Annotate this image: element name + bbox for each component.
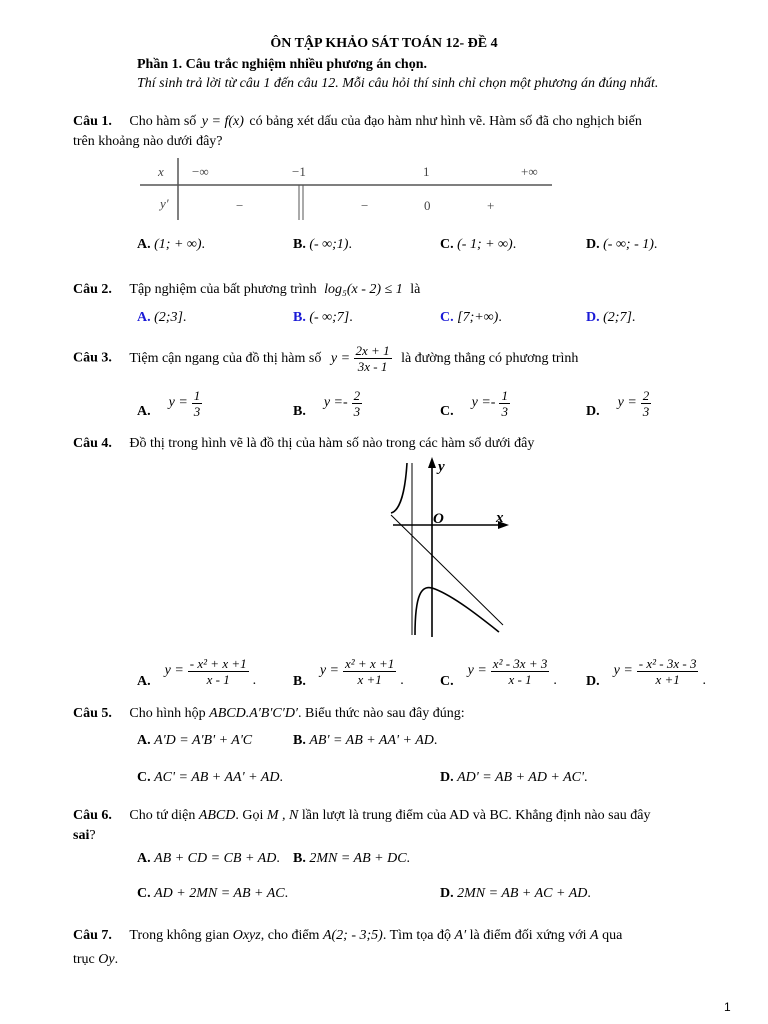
option-label: D. xyxy=(440,886,454,901)
option-label: B. xyxy=(293,851,306,866)
fraction xyxy=(637,656,699,687)
question-text: . xyxy=(114,952,119,967)
function-graph xyxy=(385,455,515,640)
question-text: là đường thẳng có phương trình xyxy=(401,350,579,366)
option-value: AB + CD = CB + AD xyxy=(154,851,277,866)
option-d[interactable]: D. AD' = AB + AD + AC'. xyxy=(440,770,588,785)
option-label: D. xyxy=(586,237,600,252)
table-row-label-x: x xyxy=(158,164,164,179)
fraction xyxy=(354,343,392,374)
option-label: B. xyxy=(293,310,306,325)
table-sign: − xyxy=(361,198,369,213)
option-a[interactable] xyxy=(137,386,202,420)
option-label: D. xyxy=(586,404,600,419)
option-c[interactable]: C. AC' = AB + AA' + AD. xyxy=(137,770,283,785)
origin-label: O xyxy=(433,511,444,527)
option-a[interactable]: A. (2;3]. xyxy=(137,310,187,325)
question-text: ? xyxy=(89,828,96,843)
option-label: A. xyxy=(137,404,151,419)
fraction-denominator: 3x - 1 xyxy=(357,359,388,374)
sign-table xyxy=(140,158,555,224)
fraction-denominator: 3 xyxy=(642,403,650,419)
question-text: có bảng xét dấu của đạo hàm như hình vẽ. Hàm số đã cho nghịch biến xyxy=(249,114,642,129)
question-text: là điểm đối xứng với xyxy=(469,928,587,943)
option-label: C. xyxy=(440,237,454,252)
question-label: Câu 7. xyxy=(73,928,112,943)
option-label: A. xyxy=(137,733,151,748)
fraction-numerator: 1 xyxy=(193,387,201,403)
option-b[interactable]: B. (- ∞;1). xyxy=(293,237,352,252)
question-label: Câu 6. xyxy=(73,808,112,823)
option-value: AD + 2MN = AB + AC xyxy=(154,886,285,901)
option-d[interactable]: D. (- ∞; - 1). xyxy=(586,237,658,252)
fraction-numerator: - x² + x +1 xyxy=(189,655,247,671)
question-7 xyxy=(73,928,622,944)
question-text: Đồ thị trong hình vẽ là đồ thị của hàm số nào trong các hàm số dưới đây xyxy=(129,436,535,451)
math-expression: M , N xyxy=(266,808,299,823)
question-text xyxy=(73,828,96,844)
option-value: 2MN = AB + AC + AD xyxy=(457,886,588,901)
option-lhs: y = xyxy=(319,663,340,678)
math-expression: A′ xyxy=(454,928,467,943)
question-4 xyxy=(73,436,534,452)
option-value: A'D = A'B' + A'C xyxy=(154,733,253,748)
option-c[interactable]: C. [7;+∞). xyxy=(440,310,502,325)
option-label: D. xyxy=(440,770,454,785)
option-label: A. xyxy=(137,237,151,252)
fraction-denominator: x +1 xyxy=(357,671,382,687)
math-expression: ABCD xyxy=(198,808,236,823)
question-text: Cho hình hộp xyxy=(129,706,206,721)
axis-label-x: x xyxy=(496,510,504,526)
option-label: C. xyxy=(440,404,454,419)
fraction-numerator: x² - 3x + 3 xyxy=(492,655,548,671)
option-a[interactable]: A. (1; + ∞). xyxy=(137,237,206,252)
option-a[interactable] xyxy=(137,733,252,749)
axis-label-y: y xyxy=(438,459,445,475)
fraction-numerator: 1 xyxy=(501,387,508,403)
fraction-denominator: 3 xyxy=(501,403,508,419)
option-label: C. xyxy=(440,674,454,689)
math-expression: y = xyxy=(330,350,351,366)
option-label: A. xyxy=(137,851,151,866)
fraction-denominator: x - 1 xyxy=(508,671,532,687)
fraction xyxy=(192,388,203,419)
question-text: . Gọi xyxy=(235,808,264,823)
question-label: Câu 2. xyxy=(73,282,112,297)
fraction xyxy=(188,656,249,687)
question-text: . Khẳng định nào sau đây xyxy=(508,808,651,823)
option-b[interactable]: B. (- ∞;7]. xyxy=(293,310,353,325)
table-sign: − xyxy=(236,198,244,213)
option-b[interactable]: B. y = $\frac{\text{x² + x +1}}{x +1}$ . xyxy=(293,655,404,689)
option-value: (2;3] xyxy=(154,310,183,325)
math-expression: y = f(x) xyxy=(201,114,244,129)
option-label: A. xyxy=(137,310,151,325)
option-lhs: y =- xyxy=(471,395,496,410)
question-text: Cho tứ diện xyxy=(129,808,196,823)
option-b[interactable] xyxy=(293,386,362,420)
question-3 xyxy=(73,343,578,374)
option-value: AD' = AB + AD + AC' xyxy=(457,770,585,785)
option-value: (- ∞;1) xyxy=(309,237,349,252)
fraction-numerator: - x² - 3x - 3 xyxy=(638,655,697,671)
table-sign: + xyxy=(487,198,495,213)
option-d[interactable]: D. y = $\frac{\text{- x² - 3x - 3}}{x +1}$ . xyxy=(586,655,706,689)
option-label: C. xyxy=(440,310,454,325)
option-c[interactable]: C. y = $\frac{\text{x² - 3x + 3}}{x - 1}$ . xyxy=(440,655,557,689)
option-lhs: y = xyxy=(164,663,184,678)
question-text: Tập nghiệm của bất phương trình xyxy=(129,282,317,297)
option-value: (1; + ∞) xyxy=(154,237,202,252)
emphasis-word: sai xyxy=(73,828,90,843)
option-label: A. xyxy=(137,674,151,689)
option-value: (- 1; + ∞) xyxy=(457,237,513,252)
option-c[interactable]: C. AD + 2MN = AB + AC. xyxy=(137,886,289,901)
question-text: là xyxy=(410,282,421,297)
question-label: Câu 4. xyxy=(73,436,112,451)
page-number: 1 xyxy=(724,1000,731,1014)
question-6 xyxy=(73,808,651,824)
option-label: D. xyxy=(586,674,600,689)
fraction-numerator: 2x + 1 xyxy=(355,343,390,358)
option-b[interactable]: B. 2MN = AB + DC. xyxy=(293,851,411,866)
option-label: B. xyxy=(293,404,306,419)
math-expression: A(2; - 3;5) xyxy=(322,928,383,943)
fraction-denominator: x - 1 xyxy=(206,671,230,687)
question-text: Trong không gian xyxy=(129,928,230,943)
fraction-denominator: 3 xyxy=(353,403,361,419)
question-label: Câu 5. xyxy=(73,706,112,721)
option-label: B. xyxy=(293,674,306,689)
math-expression: log₅(x - 2) ≤ 1 xyxy=(324,282,403,297)
fraction-denominator: x +1 xyxy=(655,671,680,687)
option-label: B. xyxy=(293,237,306,252)
fraction-numerator: 2 xyxy=(353,387,361,403)
option-a[interactable]: A. AB + CD = CB + AD. xyxy=(137,851,280,866)
question-label: Câu 1. xyxy=(73,114,112,129)
question-text: trục xyxy=(73,952,95,967)
option-value: (- ∞; - 1) xyxy=(603,237,654,252)
option-lhs: y = xyxy=(613,663,633,678)
fraction xyxy=(352,388,363,419)
part-heading: Phần 1. Câu trắc nghiệm nhiều phương án chọn. xyxy=(137,57,427,72)
fraction-numerator: x² + x +1 xyxy=(345,655,395,671)
option-label: C. xyxy=(137,770,151,785)
option-c[interactable]: C. (- 1; + ∞). xyxy=(440,237,517,252)
option-value: AC' = AB + AA' + AD xyxy=(154,770,280,785)
table-x-value: +∞ xyxy=(521,164,538,179)
math-expression: Oxyz xyxy=(232,928,261,943)
question-text: lần lượt là trung điểm của AD và xyxy=(301,808,487,823)
table-x-value: −∞ xyxy=(192,164,209,179)
option-label: C. xyxy=(137,886,151,901)
option-lhs: y = xyxy=(467,663,487,678)
question-text: qua xyxy=(602,928,623,943)
question-text: . Biểu thức nào sau đây đúng: xyxy=(298,706,465,721)
question-5 xyxy=(73,706,465,722)
question-label: Câu 3. xyxy=(73,350,112,366)
option-value: (- ∞;7] xyxy=(309,310,350,325)
option-value: AB' = AB + AA' + AD xyxy=(309,733,434,748)
table-sign: 0 xyxy=(424,198,431,213)
option-d[interactable]: D. (2;7]. xyxy=(586,310,636,325)
question-text: , cho điểm xyxy=(260,928,320,943)
option-d[interactable] xyxy=(586,386,651,420)
table-x-value: −1 xyxy=(292,164,306,179)
option-d[interactable]: D. 2MN = AB + AC + AD. xyxy=(440,886,591,901)
option-value: [7;+∞) xyxy=(457,310,499,325)
option-c[interactable] xyxy=(440,386,510,420)
option-lhs: y = xyxy=(617,395,637,410)
table-row-label-yprime: y′ xyxy=(160,196,169,211)
table-x-value: 1 xyxy=(423,164,430,179)
fraction xyxy=(499,388,510,419)
option-label: D. xyxy=(586,310,600,325)
question-text: . Tìm tọa độ xyxy=(382,928,452,943)
question-text xyxy=(73,952,118,968)
math-expression: BC xyxy=(489,808,509,823)
option-label: B. xyxy=(293,733,306,748)
option-b[interactable]: B. AB' = AB + AA' + AD. xyxy=(293,733,438,748)
option-a[interactable]: A. y = $\frac{\text{- x² + x +1}}{x - 1}$ . xyxy=(137,655,257,689)
question-text: trên khoảng nào dưới đây? xyxy=(73,134,223,149)
math-expression: Oy xyxy=(98,952,115,967)
fraction xyxy=(641,388,652,419)
option-lhs: y = xyxy=(168,395,188,410)
question-1 xyxy=(73,114,642,130)
math-expression: A xyxy=(590,928,599,943)
question-text: Tiệm cận ngang của đồ thị hàm số xyxy=(129,350,322,366)
part-instruction: Thí sinh trả lời từ câu 1 đến câu 12. Mỗi câu hỏi thí sinh chỉ chọn một phương án đúng nhất. xyxy=(137,76,659,91)
fraction-numerator: 2 xyxy=(642,387,650,403)
page-title: ÔN TẬP KHẢO SÁT TOÁN 12- ĐỀ 4 xyxy=(270,36,498,51)
math-expression: ABCD.A′B′C′D′ xyxy=(209,706,298,721)
fraction xyxy=(491,656,550,687)
question-text: Cho hàm số xyxy=(129,114,197,129)
option-lhs: y =- xyxy=(323,395,348,410)
fraction xyxy=(343,656,396,687)
option-value: 2MN = AB + DC xyxy=(309,851,407,866)
fraction-denominator: 3 xyxy=(193,403,201,419)
option-value: (2;7] xyxy=(603,310,632,325)
question-2 xyxy=(73,282,420,298)
